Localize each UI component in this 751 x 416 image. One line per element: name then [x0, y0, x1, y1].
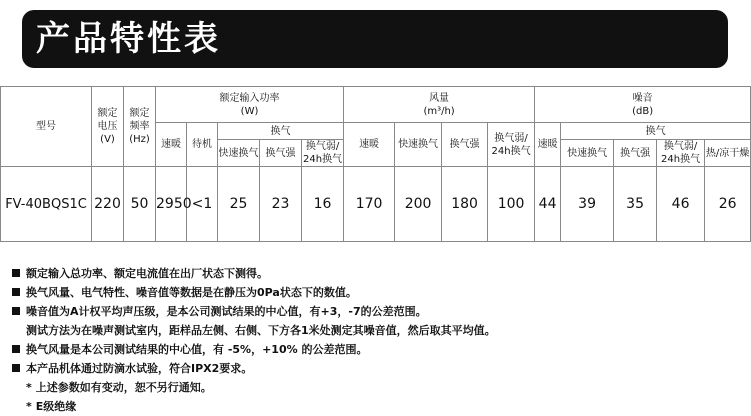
- header-air-fast: 快速换气: [395, 123, 442, 167]
- page-title: 产品特性表: [36, 19, 221, 59]
- header-air-strong: 换气强: [442, 123, 488, 167]
- note-item: 本产品机体通过防滴水试验，符合IPX2要求。: [12, 359, 742, 378]
- cell-frequency: 50: [124, 167, 156, 242]
- header-rated-voltage: 额定 电压 (V): [92, 87, 124, 167]
- cell-noise-dry: 26: [705, 167, 751, 242]
- cell-power-standby: <1: [187, 167, 218, 242]
- cell-model: FV-40BQS1C: [1, 167, 92, 242]
- cell-power-heat: 2950: [156, 167, 187, 242]
- header-airflow: 风量 (m³/h): [344, 87, 535, 123]
- note-item: 噪音值为A计权平均声压级，是本公司测试结果的中心值，有+3，-7的公差范围。: [12, 302, 742, 321]
- cell-noise-fast: 39: [561, 167, 614, 242]
- cell-air-fast: 200: [395, 167, 442, 242]
- header-model: 型号: [1, 87, 92, 167]
- header-power-fast: 快速换气: [218, 140, 260, 167]
- header-air-heat: 速暖: [344, 123, 395, 167]
- square-bullet-icon: [12, 364, 20, 372]
- header-noise-dry: 热/凉干燥: [705, 140, 751, 167]
- note-item: 换气风量是本公司测试结果的中心值，有 -5%，+10% 的公差范围。: [12, 340, 742, 359]
- header-noise-strong: 换气强: [614, 140, 657, 167]
- header-power-heat: 速暖: [156, 123, 187, 167]
- header-power-standby: 待机: [187, 123, 218, 167]
- note-item: 额定输入总功率、额定电流值在出厂状态下测得。: [12, 264, 742, 283]
- header-noise-ventilation: 换气: [561, 123, 751, 140]
- title-bar: [22, 10, 728, 68]
- header-power-weak: 换气弱/ 24h换气: [303, 141, 343, 165]
- header-noise: 噪音 (dB): [535, 87, 751, 123]
- header-noise-fast: 快速换气: [561, 140, 614, 167]
- header-noise-heat: 速暖: [535, 123, 561, 167]
- asterisk-icon: *: [26, 381, 32, 394]
- square-bullet-icon: [12, 288, 20, 296]
- spec-table-wrap: [0, 86, 750, 242]
- cell-air-strong: 180: [442, 167, 488, 242]
- cell-noise-heat: 44: [535, 167, 561, 242]
- square-bullet-icon: [12, 345, 20, 353]
- notes-list: [12, 264, 742, 416]
- header-air-weak: 换气弱/ 24h换气: [488, 123, 535, 167]
- table-row: [1, 167, 751, 242]
- spec-table: [0, 86, 751, 242]
- note-item-continued: 测试方法为在噪声测试室内，距样品左侧、右侧、下方各1米处测定其噪音值，然后取其平均值。: [26, 324, 496, 337]
- cell-air-weak: 100: [488, 167, 535, 242]
- note-item-star: * E级绝缘: [12, 397, 742, 416]
- header-power-ventilation: 换气: [218, 123, 344, 140]
- note-item-star: * 上述参数如有变动，恕不另行通知。: [12, 378, 742, 397]
- header-input-power: 额定输入功率 (W): [156, 87, 344, 123]
- square-bullet-icon: [12, 269, 20, 277]
- cell-noise-weak: 46: [657, 167, 705, 242]
- header-rated-frequency: 额定 频率 (Hz): [124, 87, 156, 167]
- cell-power-weak: 16: [302, 167, 344, 242]
- cell-power-fast: 25: [218, 167, 260, 242]
- cell-power-strong: 23: [260, 167, 302, 242]
- header-noise-weak: 换气弱/ 24h换气: [657, 140, 705, 167]
- asterisk-icon: *: [26, 400, 32, 413]
- cell-voltage: 220: [92, 167, 124, 242]
- cell-noise-strong: 35: [614, 167, 657, 242]
- header-power-strong: 换气强: [260, 140, 302, 167]
- note-item: 换气风量、电气特性、噪音值等数据是在静压为0Pa状态下的数值。: [12, 283, 742, 302]
- square-bullet-icon: [12, 307, 20, 315]
- cell-air-heat: 170: [344, 167, 395, 242]
